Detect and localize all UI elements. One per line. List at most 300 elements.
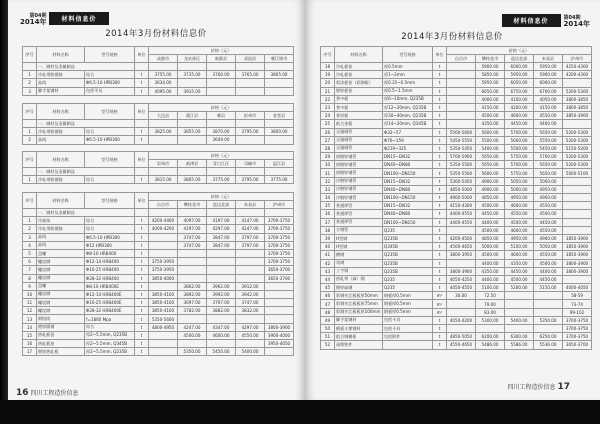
price-cell: 5000.00: [476, 243, 505, 251]
price-cell: 5850.00: [476, 71, 505, 79]
material-name: 脚手架钢材: [37, 87, 85, 95]
price-cell: [236, 79, 265, 87]
price-cell: 6650.00: [476, 87, 505, 95]
row-number: 23: [321, 103, 335, 111]
price-cell: 5700.00: [534, 153, 563, 161]
material-name: 镀锌扁钢: [335, 284, 383, 292]
table-row: [23, 258, 294, 266]
price-cell: [207, 249, 236, 257]
price-cell: 3755.00: [149, 71, 178, 79]
row-number: 26: [321, 128, 335, 136]
price-cell: 5500-5600: [447, 128, 476, 136]
price-cell: 4500.00: [505, 218, 534, 226]
unit: t: [135, 282, 149, 290]
page-number: 17: [557, 382, 570, 392]
price-cell: [207, 87, 236, 95]
price-cell: 3800-3900: [265, 323, 294, 331]
material-spec: DN40~DN80: [383, 185, 433, 193]
row-number: 52: [321, 341, 335, 349]
price-cell: 3700-3750: [563, 333, 592, 341]
price-cell: [505, 325, 534, 333]
unit: t: [433, 341, 447, 349]
unit: t: [433, 210, 447, 218]
column-header-name: 材料名称: [37, 152, 85, 168]
price-cell: [447, 300, 476, 308]
price-cell: [505, 308, 534, 316]
row-number: 31: [321, 169, 335, 177]
price-cell: 4450.00: [534, 275, 563, 283]
city-header: 蒲江县: [178, 112, 207, 120]
unit: t: [433, 95, 447, 103]
material-name: 螺纹钢: [37, 307, 85, 315]
material-spec: [383, 341, 433, 349]
price-cell: [207, 266, 236, 274]
price-cell: [149, 249, 178, 257]
price-cell: [563, 226, 592, 234]
row-number: 37: [321, 218, 335, 226]
material-spec: 综合: [85, 71, 135, 79]
city-header: 彭州市: [236, 112, 265, 120]
table-row: [321, 341, 592, 349]
price-cell: 5350.00: [178, 348, 207, 356]
city-header: 大邑县: [149, 112, 178, 120]
table-row: [321, 79, 592, 87]
material-spec: Φ12-14 HRB400E: [85, 290, 135, 298]
material-name: 方钢管: [335, 226, 383, 234]
unit: t: [433, 144, 447, 152]
price-cell: [178, 274, 207, 282]
price-cell: [265, 282, 294, 290]
price-cell: [149, 331, 178, 339]
price-cell: 3700-3750: [265, 241, 294, 249]
page-title: 2014年3月份材料信息价: [105, 29, 207, 39]
material-name: 工字钢: [335, 267, 383, 275]
material-spec: 钢板厚0.5mm: [383, 300, 433, 308]
material-spec: Φ8-10 HRB400E: [85, 282, 135, 290]
price-cell: [265, 79, 294, 87]
unit: t: [135, 128, 149, 136]
city-header: 米易县: [236, 201, 265, 209]
price-cell: 4400-4550: [447, 218, 476, 226]
material-name: 模板支撑钢材: [335, 325, 383, 333]
city-header: 郫江堰市: [265, 55, 294, 63]
unit: t: [433, 333, 447, 341]
table-row: [23, 323, 294, 331]
material-name: 角钢: [335, 259, 383, 267]
price-cell: 79.00: [476, 300, 505, 308]
material-name: 镀锌板卷: [335, 87, 383, 95]
row-number: 9: [23, 282, 37, 290]
unit: t: [135, 136, 149, 144]
price-cell: [236, 258, 265, 266]
price-cell: 4550.00: [534, 251, 563, 259]
column-header-price: 价格（元）: [149, 47, 294, 55]
price-cell: 3782.00: [178, 307, 207, 315]
price-cell: [178, 79, 207, 87]
unit: t: [433, 63, 447, 71]
city-header: 郫县: [207, 112, 236, 120]
unit: t: [135, 176, 149, 184]
city-header: 新都县: [207, 55, 236, 63]
price-cell: [447, 63, 476, 71]
price-cell: [563, 202, 592, 210]
table-row: [321, 234, 592, 242]
material-spec: Φ76~159: [383, 136, 433, 144]
table-row: [23, 87, 294, 95]
row-number: 2: [23, 79, 37, 87]
unit: t: [135, 258, 149, 266]
price-cell: 4900.00: [476, 185, 505, 193]
row-number: 3: [23, 233, 37, 241]
price-cell: 5900.00: [476, 63, 505, 71]
price-cell: 3795.00: [236, 176, 265, 184]
price-cell: 3800-3850: [563, 95, 592, 103]
page-footer: 四川工程造价信息 17: [507, 382, 570, 392]
price-cell: 4150.00: [476, 103, 505, 111]
unit: t: [433, 251, 447, 259]
price-cell: 3815.00: [149, 176, 178, 184]
table-row: [321, 284, 592, 292]
price-cell: 5900.00: [534, 71, 563, 79]
price-cell: 4097.00: [178, 217, 207, 225]
row-number: 2: [23, 136, 37, 144]
unit: t: [135, 348, 149, 356]
material-name: 普中板: [335, 103, 383, 111]
price-cell: 3747.00: [178, 241, 207, 249]
city-header: 米易县: [534, 55, 563, 63]
city-header: 温江县: [265, 160, 294, 168]
price-cell: 4550.00: [534, 226, 563, 234]
material-spec: Q235: [383, 284, 433, 292]
price-cell: [447, 226, 476, 234]
price-cell: 5600.00: [476, 128, 505, 136]
price-cell: [447, 87, 476, 95]
material-spec: 厚30~40mm, Q235B: [383, 112, 433, 120]
material-spec: Φ6.5-10 HPB300: [85, 233, 135, 241]
material-name: 彩钢夹芯板板厚50mm: [335, 292, 383, 300]
material-name: 镀锌热轧板: [37, 348, 85, 356]
row-number: 39: [321, 234, 335, 242]
unit: t: [433, 161, 447, 169]
price-cell: 4450.00: [505, 267, 534, 275]
table-row: [23, 331, 294, 339]
price-cell: 4200-4400: [149, 217, 178, 225]
price-cell: 3700-3750: [563, 325, 592, 333]
material-name: 钢绞线: [37, 315, 85, 323]
price-cell: [149, 233, 178, 241]
price-cell: 5950.00: [476, 79, 505, 87]
row-number: 27: [321, 136, 335, 144]
material-spec: DN15~DN32: [383, 153, 433, 161]
material-name: 普通焊管: [335, 218, 383, 226]
price-cell: [178, 136, 207, 144]
price-cell: 5000-5100: [563, 169, 592, 177]
price-cell: [236, 266, 265, 274]
price-cell: 4500.00: [534, 210, 563, 218]
material-spec: 综合: [85, 217, 135, 225]
right-page: [304, 0, 600, 400]
price-cell: [265, 136, 294, 144]
price-cell: 3800-3950: [447, 251, 476, 259]
price-cell: 5750.00: [505, 169, 534, 177]
price-cell: 5200.00: [505, 284, 534, 292]
price-cell: 3825.00: [149, 128, 178, 136]
material-name: 无缝钢管: [335, 128, 383, 136]
price-cell: 5350-5500: [447, 169, 476, 177]
price-cell: 4050-4200: [447, 316, 476, 324]
price-cell: 3700-3750: [265, 249, 294, 257]
price-cell: [207, 274, 236, 282]
price-cell: [178, 266, 207, 274]
price-cell: 5100.00: [476, 284, 505, 292]
table-row: [321, 226, 592, 234]
price-cell: 4400.00: [476, 275, 505, 283]
price-cell: 5600.00: [476, 169, 505, 177]
price-cell: [149, 340, 178, 348]
row-number: 1: [23, 217, 37, 225]
price-cell: 3700-3750: [265, 225, 294, 233]
column-header-unit: 单位: [135, 152, 149, 168]
column-header-name: 材料名称: [37, 104, 85, 120]
price-cell: 4200.00: [505, 103, 534, 111]
scan-background: [0, 400, 600, 424]
row-number: 25: [321, 120, 335, 128]
table-row: [321, 112, 592, 120]
price-cell: [563, 210, 592, 218]
price-cell: 5950.00: [505, 71, 534, 79]
price-cell: 4500.00: [178, 331, 207, 339]
row-number: 41: [321, 251, 335, 259]
row-number: 17: [23, 348, 37, 356]
material-name: 普通焊管: [335, 210, 383, 218]
row-number: 48: [321, 308, 335, 316]
table-row: [23, 274, 294, 282]
price-cell: [236, 274, 265, 282]
material-name: 高线: [37, 241, 85, 249]
price-cell: 3649.00: [207, 136, 236, 144]
price-cell: 4500.00: [476, 202, 505, 210]
price-cell: 3992.00: [207, 290, 236, 298]
unit: t: [433, 136, 447, 144]
material-spec: Q345B: [383, 243, 433, 251]
table-row: [23, 299, 294, 307]
price-cell: 4500.00: [476, 251, 505, 259]
price-cell: 3855.00: [178, 128, 207, 136]
price-cell: 4550-4650: [447, 341, 476, 349]
material-name: H型钢: [335, 234, 383, 242]
table-row: [321, 267, 592, 275]
price-cell: 4400.00: [476, 218, 505, 226]
price-cell: [149, 241, 178, 249]
price-cell: 4450.00: [534, 218, 563, 226]
price-cell: 4350.00: [505, 259, 534, 267]
price-cell: 4450.00: [505, 120, 534, 128]
material-spec: DN40~DN80: [383, 210, 433, 218]
price-cell: 5300.00: [476, 316, 505, 324]
right-page-header: [502, 14, 591, 27]
table-row: [321, 202, 592, 210]
unit: t: [433, 87, 447, 95]
table-row: [321, 275, 592, 283]
unit: m²: [433, 308, 447, 316]
column-header-price: 价格（元）: [149, 152, 294, 160]
material-spec: Φ8-10 HRB400: [85, 249, 135, 257]
material-name: 热轧板卷: [37, 340, 85, 348]
material-spec: 厚0.5mm: [383, 63, 433, 71]
price-cell: 72.50: [476, 292, 505, 300]
price-cell: 6000.00: [505, 63, 534, 71]
material-name: 冷轧板卷: [335, 71, 383, 79]
material-name: 冷轧带肋钢筋: [37, 176, 85, 184]
category-label: 一、钢材及金属制品: [37, 63, 135, 71]
column-header-price: 价格（元）: [149, 193, 294, 201]
table-row: [23, 266, 294, 274]
material-spec: Q235B: [383, 234, 433, 242]
price-cell: 5550.00: [534, 136, 563, 144]
unit: m²: [433, 300, 447, 308]
price-cell: 6300.00: [505, 333, 534, 341]
column-header-unit: 单位: [135, 47, 149, 63]
table-row: [321, 218, 592, 226]
column-header-seq: 序号: [23, 193, 37, 209]
table-row: [321, 71, 592, 79]
material-spec: Φ12 HPB300: [85, 241, 135, 249]
price-cell: 6200.00: [476, 333, 505, 341]
price-cell: 3950-4050: [265, 340, 294, 348]
category-label: 一、钢材及金属制品: [37, 168, 135, 176]
unit: t: [135, 241, 149, 249]
price-cell: 4350.00: [476, 267, 505, 275]
price-cell: [447, 259, 476, 267]
material-spec: DN15~DN32: [383, 177, 433, 185]
table-row: [321, 308, 592, 316]
price-cell: [447, 103, 476, 111]
page-title: 2014年3月份材料信息价: [401, 32, 503, 42]
material-spec: Φ16-25 HRB400: [85, 266, 135, 274]
price-cell: [534, 308, 563, 316]
price-cell: 4050-4250: [447, 275, 476, 283]
material-name: 热轧带（扁）钢: [335, 275, 383, 283]
price-cell: 4900.00: [534, 234, 563, 242]
material-spec: Q235: [383, 275, 433, 283]
price-cell: 4900.00: [534, 194, 563, 202]
material-spec: Q235B: [383, 267, 433, 275]
table-row: [23, 217, 294, 225]
price-table: [22, 151, 294, 184]
table-row: [321, 169, 592, 177]
category-row: [23, 120, 294, 128]
row-number: 22: [321, 95, 335, 103]
price-cell: 5500.00: [505, 144, 534, 152]
table-row: [321, 325, 592, 333]
column-header-unit: 单位: [135, 104, 149, 120]
price-cell: 3775.00: [265, 176, 294, 184]
material-name: 镀锌圆钢: [37, 323, 85, 331]
table-row: [321, 333, 592, 341]
row-number: 16: [23, 340, 37, 348]
price-cell: 3800.00: [265, 128, 294, 136]
column-header-price: 价格（元）: [149, 104, 294, 112]
price-cell: [149, 282, 178, 290]
price-cell: 3650-3700: [265, 274, 294, 282]
price-cell: [534, 325, 563, 333]
price-cell: 4347.00: [207, 323, 236, 331]
price-cell: 3800-3900: [563, 267, 592, 275]
price-cell: 4247.00: [236, 225, 265, 233]
price-cell: 4850-5000: [447, 185, 476, 193]
table-row: [23, 233, 294, 241]
column-header-seq: 序号: [23, 152, 37, 168]
table-row: [321, 194, 592, 202]
price-cell: 3700-3750: [563, 316, 592, 324]
unit: t: [433, 267, 447, 275]
unit: t: [135, 307, 149, 315]
price-cell: 3805.00: [178, 176, 207, 184]
left-page-header: [20, 12, 109, 25]
material-name: 冷拔丝: [37, 217, 85, 225]
price-cell: [447, 112, 476, 120]
material-spec: 包括卡具: [383, 316, 433, 324]
category-label: 一、钢材及金属制品: [37, 209, 135, 217]
price-cell: 3760.00: [207, 71, 236, 79]
row-number: 19: [321, 71, 335, 79]
column-header-seq: 序号: [321, 47, 335, 63]
price-cell: 4850-5050: [447, 333, 476, 341]
table-row: [321, 210, 592, 218]
material-spec: Φ6.5-10 HPB300: [85, 79, 135, 87]
material-name: 冷轧带肋钢筋: [37, 71, 85, 79]
price-cell: 3850-3900: [563, 112, 592, 120]
unit: t: [433, 218, 447, 226]
category-label: 一、钢材及金属制品: [37, 120, 135, 128]
price-cell: 3750-3950: [149, 258, 178, 266]
price-cell: 5350-5450: [447, 144, 476, 152]
price-cell: 4000.00: [476, 95, 505, 103]
price-cell: 3747.00: [178, 233, 207, 241]
price-cell: [563, 185, 592, 193]
unit: t: [433, 103, 447, 111]
price-cell: 5450.00: [207, 348, 236, 356]
price-cell: [178, 258, 207, 266]
table-row: [321, 243, 592, 251]
price-cell: 5000.00: [505, 185, 534, 193]
price-cell: 4550.00: [534, 112, 563, 120]
table-row: [321, 251, 592, 259]
material-spec: Φ32~57: [383, 128, 433, 136]
price-cell: [447, 95, 476, 103]
price-cell: [265, 315, 294, 323]
page-footer: 16 四川工程造价信息: [16, 388, 79, 398]
unit: t: [433, 153, 447, 161]
material-name: 冷轧板卷: [335, 63, 383, 71]
material-spec: 厚0.35~0.5mm: [383, 79, 433, 87]
row-number: 35: [321, 202, 335, 210]
price-cell: [563, 79, 592, 87]
unit: t: [433, 275, 447, 283]
price-cell: [265, 348, 294, 356]
price-cell: 4400-4550: [447, 210, 476, 218]
row-number: 33: [321, 185, 335, 193]
column-header-seq: 序号: [23, 104, 37, 120]
material-name: 螺纹钢: [37, 258, 85, 266]
price-cell: 3735.00: [178, 71, 207, 79]
price-cell: 5050.00: [534, 243, 563, 251]
column-header-unit: 单位: [433, 47, 447, 63]
column-header-price: 价格（元）: [447, 47, 592, 55]
section-badge: 材料信息价: [502, 14, 561, 27]
row-number: 8: [23, 274, 37, 282]
price-cell: 4900.00: [476, 177, 505, 185]
